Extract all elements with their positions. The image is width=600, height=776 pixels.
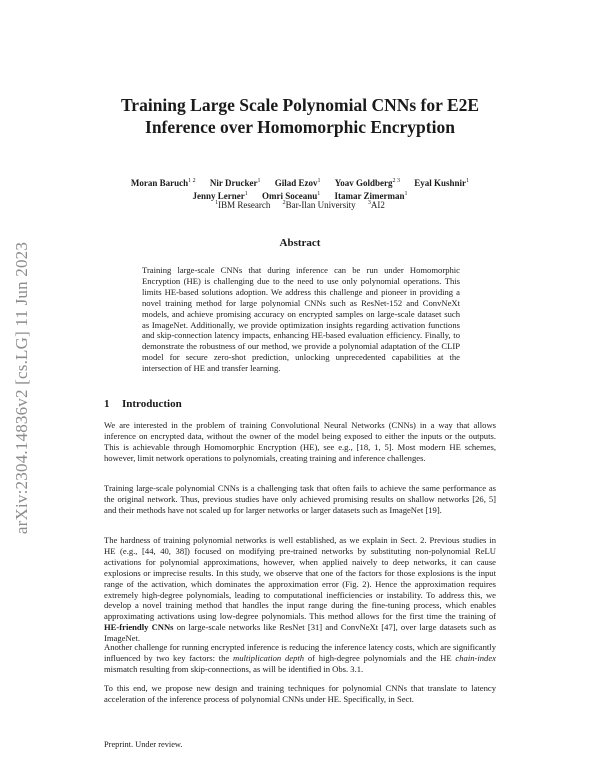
intro-paragraph-5: To this end, we propose new design and training techniques for polynomial CNNs that translate to latency acceleration of the inference process of polynomial CNNs under HE. Specifically, in Sect.	[104, 683, 496, 704]
emphasis-multiplication-depth: multiplication depth	[232, 652, 305, 663]
author: Omri Soceanu$^1$	[261, 191, 321, 201]
abstract-heading: Abstract	[279, 237, 321, 249]
author: Eyal Kushnir$^1$	[414, 178, 470, 188]
author: Moran Baruch$^{1 2}$	[130, 178, 196, 188]
title-line-1: Training Large Scale Polynomial CNNs for E2E	[120, 95, 480, 115]
preprint-footer: Preprint. Under review.	[104, 740, 183, 749]
title-line-2: Inference over Homomorphic Encryption	[145, 117, 455, 137]
section-number: 1	[104, 398, 110, 410]
affiliations	[150, 198, 450, 211]
affiliation: $^2$Bar-Ilan University	[282, 200, 356, 210]
arxiv-identifier-stamp	[8, 212, 36, 564]
author-line-1	[110, 176, 490, 189]
intro-paragraph-3: The hardness of training polynomial networks is well established, as we explain in Sect. 2. Previous studies in HE (e.g., [44, 40, 38]) focused on modifying pre-trained networks by substituting non-polynomial ReLU activations for polynomial approximations, however, when applied naively to deep networks, it can cause explosions or imprecise results. In this study, we observe that one of the factors for those explosions is the input range of the activation, which dominates the approximation error (Fig. 2). Hence the approximation requires extremely high-degree polynomials, leading to computational inefficiencies or instability. To address this, we develop a novel training method that handles the input range during the fine-tuning process, which enables approximating activations using low-degree polynomials. This method allows for the first time the training of HE-friendly CNNs on large-scale networks like ResNet [31] and ConvNeXt [47], over large datasets such as ImageNet.	[104, 535, 496, 644]
abstract-text: Training large-scale CNNs that during inference can be run under Homomorphic Encryption (HE) is challenging due to the need to use only polynomial operations. This limits HE-based solutions adoption. We address this challenge and pioneer in providing a novel training method for large polynomial CNNs such as ResNet-152 and ConvNeXt models, and achieve promising accuracy on encrypted samples on large-scale dataset such as ImageNet. Additionally, we provide optimization insights regarding activation functions and skip-connection latency impacts, enhancing HE-based evaluation efficiency. Finally, to demonstrate the robustness of our method, we provide a polynomial adaptation of the CLIP model for secure zero-shot prediction, unlocking unprecedented capabilities at the intersection of HE and transfer learning.	[142, 265, 460, 374]
arxiv-identifier-text: arXiv:2304.14836v2 [cs.LG] 11 Jun 2023	[12, 241, 31, 535]
author: Itamar Zimerman$^1$	[334, 191, 408, 201]
section-title: Introduction	[122, 398, 182, 410]
intro-paragraph-4: Another challenge for running encrypted inference is reducing the inference latency costs, which are significantly influenced by two key factors: the multiplication depth of high-degree polynomials and the HE chain-index mismatch resulting from skip-connections, as will be identified in Obs. 3.1.	[104, 642, 496, 674]
emphasis-chain-index: chain-index	[455, 652, 496, 663]
intro-paragraph-2: Training large-scale polynomial CNNs is a challenging task that often fails to achieve the same performance as the original network. Thus, previous studies have only achieved promising results on shallow networks [26, 5] and their methods have not scaled up for larger networks or larger datasets such as ImageNet [19].	[104, 483, 496, 515]
emphasis-he-friendly: HE-friendly CNNs	[104, 622, 174, 633]
affiliation: $^1$IBM Research	[215, 200, 271, 210]
author: Nir Drucker$^1$	[209, 178, 261, 188]
section-heading-introduction	[104, 398, 404, 410]
author: Jenny Lerner$^1$	[192, 191, 248, 201]
author: Gilad Ezov$^1$	[274, 178, 321, 188]
affiliation: $^3$AI2	[367, 200, 385, 210]
intro-paragraph-1: We are interested in the problem of training Convolutional Neural Networks (CNNs) in a way that allows inference on encrypted data, without the owner of the model being exposed to either the inputs or the outputs. This is achievable through Homomorphic Encryption (HE), see e.g., [18, 1, 5]. Most modern HE schemes, however, limit network operations to polynomials, creating training and inference challenges.	[104, 420, 496, 463]
author: Yoav Goldberg$^{2 3}$	[334, 178, 401, 188]
paper-title	[100, 94, 500, 138]
